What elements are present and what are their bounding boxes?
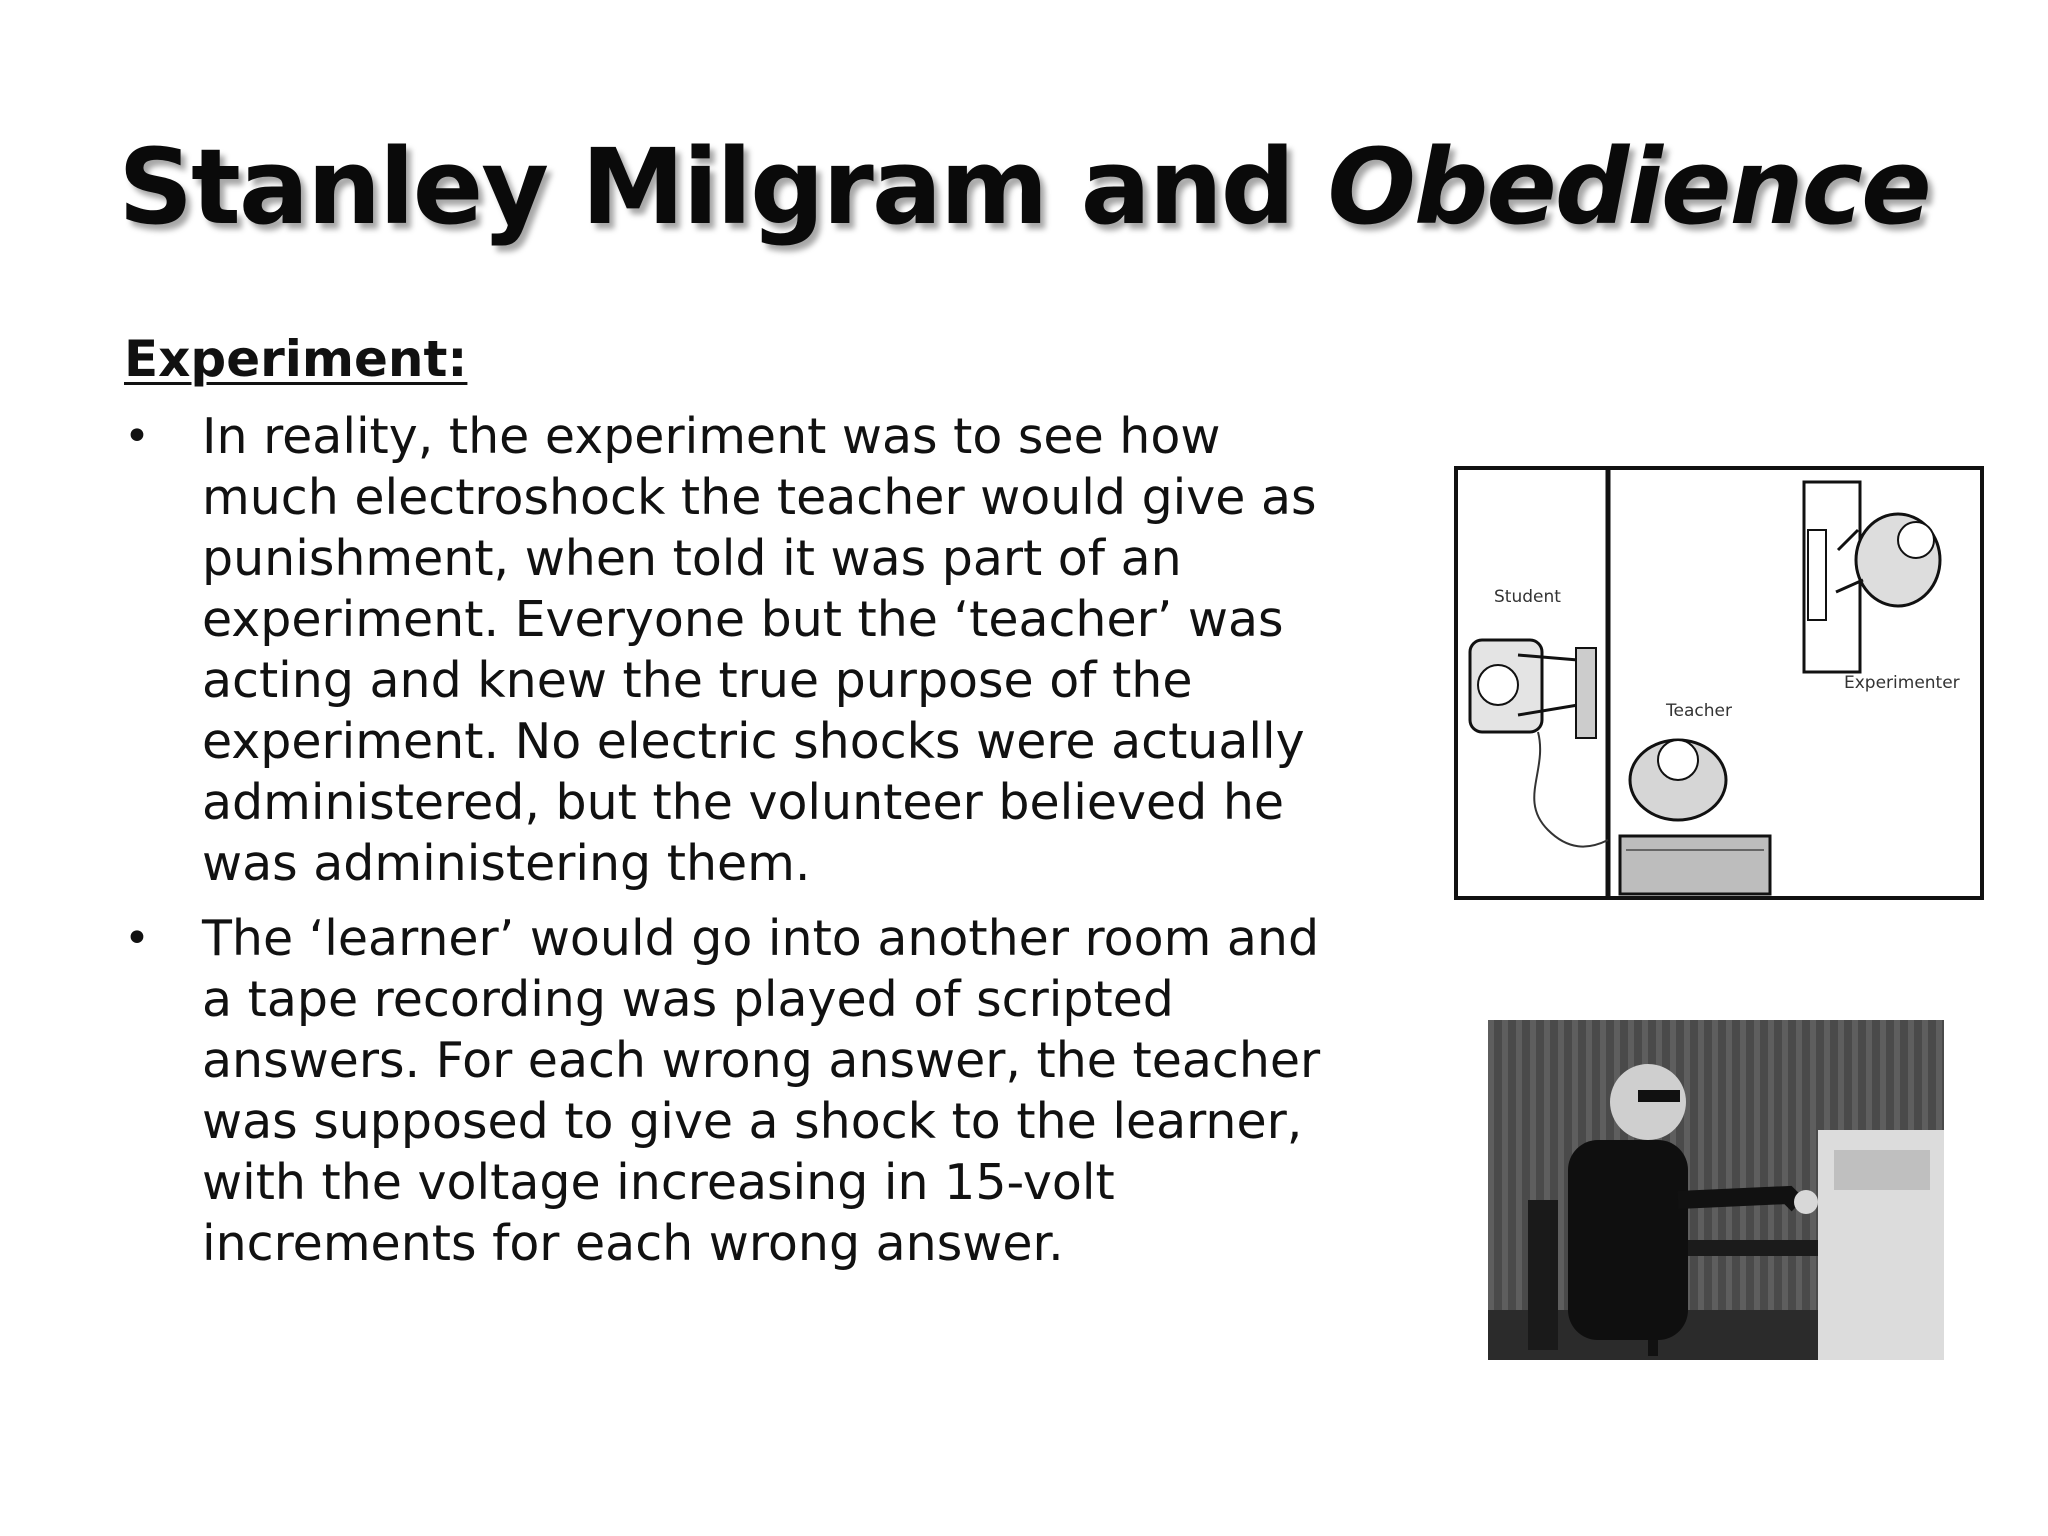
bullet-line: experiment. Everyone but the ‘teacher’ was — [202, 591, 1284, 648]
bullet-marker: • — [124, 411, 150, 462]
man-arm — [1678, 1195, 1798, 1205]
experiment-photo — [1488, 1020, 1944, 1360]
experiment-diagram-svg — [1458, 470, 1980, 896]
section-heading: Experiment: — [124, 330, 468, 388]
man-hand — [1794, 1190, 1818, 1214]
teacher-head — [1658, 740, 1698, 780]
man-body — [1568, 1140, 1688, 1340]
label-experimenter: Experimenter — [1844, 673, 1960, 693]
experimenter-head — [1898, 522, 1934, 558]
bullet-line: punishment, when told it was part of an — [202, 530, 1182, 587]
label-teacher: Teacher — [1666, 701, 1732, 721]
electrode-wire — [1534, 732, 1608, 847]
bullet-marker: • — [124, 913, 150, 964]
experimenter-console — [1808, 530, 1826, 620]
bullet-line: was administering them. — [202, 835, 811, 892]
bullet-line: was supposed to give a shock to the learner, — [202, 1093, 1303, 1150]
bullet-line: with the voltage increasing in 15-volt — [202, 1154, 1115, 1211]
shock-generator — [1620, 836, 1770, 894]
student-table — [1576, 648, 1596, 738]
bullet-list — [124, 406, 1404, 1288]
machine-panel — [1834, 1150, 1930, 1190]
bullet-line: increments for each wrong answer. — [202, 1215, 1064, 1272]
bullet-line: administered, but the volunteer believed he — [202, 774, 1285, 831]
bullet-line: a tape recording was played of scripted — [202, 971, 1174, 1028]
man-glasses — [1638, 1090, 1680, 1102]
bullet-item — [124, 406, 1404, 894]
bullet-line: experiment. No electric shocks were actually — [202, 713, 1305, 770]
title-text-regular: Stanley Milgram and — [118, 126, 1328, 248]
bullet-line: acting and knew the true purpose of the — [202, 652, 1193, 709]
student-head — [1478, 665, 1518, 705]
slide-title — [0, 126, 2048, 248]
label-student: Student — [1494, 587, 1561, 607]
title-text-italic: Obedience — [1327, 126, 1930, 248]
bullet-line: much electroshock the teacher would give as — [202, 469, 1317, 526]
bullet-item — [124, 908, 1404, 1274]
chair — [1528, 1200, 1558, 1350]
bullet-line: The ‘learner’ would go into another room and — [202, 910, 1320, 967]
experiment-photo-svg — [1488, 1020, 1944, 1360]
bullet-line: In reality, the experiment was to see how — [202, 408, 1221, 465]
bullet-line: answers. For each wrong answer, the teacher — [202, 1032, 1321, 1089]
experiment-diagram — [1454, 466, 1984, 900]
